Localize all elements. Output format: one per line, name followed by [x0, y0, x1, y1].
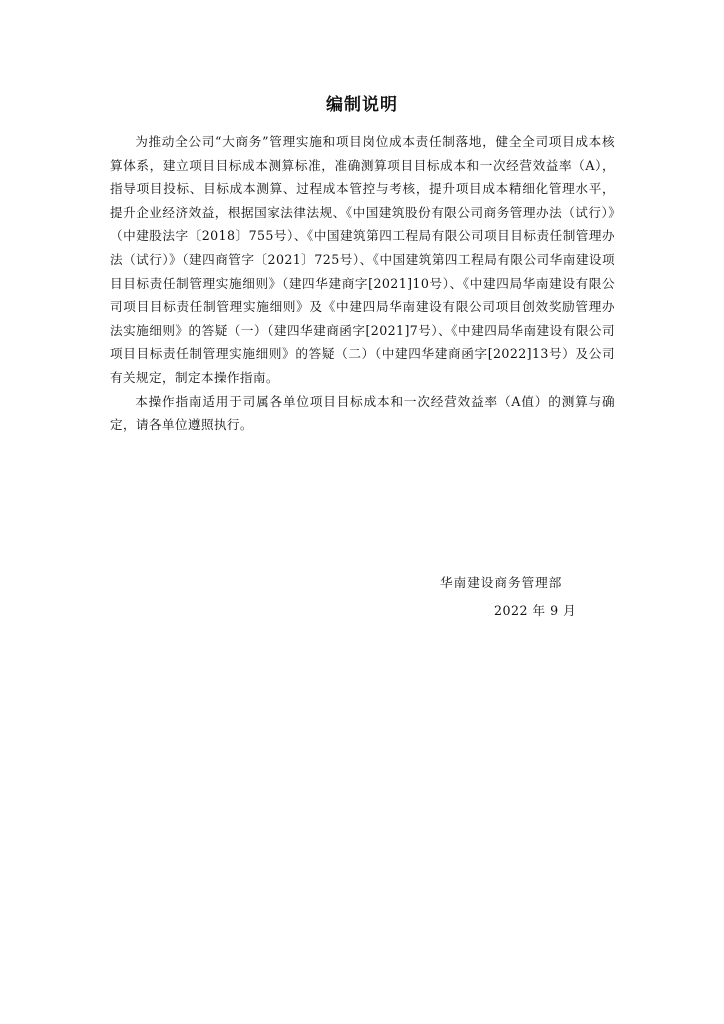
paragraph-scope: 本操作指南适用于司属各单位项目目标成本和一次经营效益率（A值）的测算与确定，请各单位遵照执行。	[110, 393, 615, 433]
signature-date: 2022 年 9 月	[494, 603, 577, 618]
document-title: 编制说明	[326, 95, 398, 115]
paragraph-purpose: 为推动全公司“大商务”管理实施和项目岗位成本责任制落地，健全全司项目成本核算体系，建立项目目标成本测算标准，准确测算项目目标成本和一次经营效益率（A），指导项目投标、目标成本测算、过程成本管控与考核，提升项目成本精细化管理水平，提升企业经济效益，根据国家法律法规、《中国建筑股份有限公司商务管理办法（试行）》（中建股法字〔2018〕755号）、《中国建筑第四工程局有限公司项目目标责任制管理办法（试行）》（建四商管字〔2021〕725号）、《中国建筑第四工程局有限公司华南建设项目目标责任制管理实施细则》（建四华建商字[2021]10号）、《中建四局华南建设有限公司项目目标责任制管理实施细则》及《中建四局华南建设有限公司项目创效奖励管理办法实施细则》的答疑（一）（建四华建商函字[2021]7号）、《中建四局华南建设有限公司项目目标责任制管理实施细则》的答疑（二）（中建四华建商函字[2022]13号）及公司有关规定，制定本操作指南。	[110, 134, 615, 385]
document-body	[110, 130, 615, 437]
signature-organization: 华南建设商务管理部	[440, 575, 563, 590]
